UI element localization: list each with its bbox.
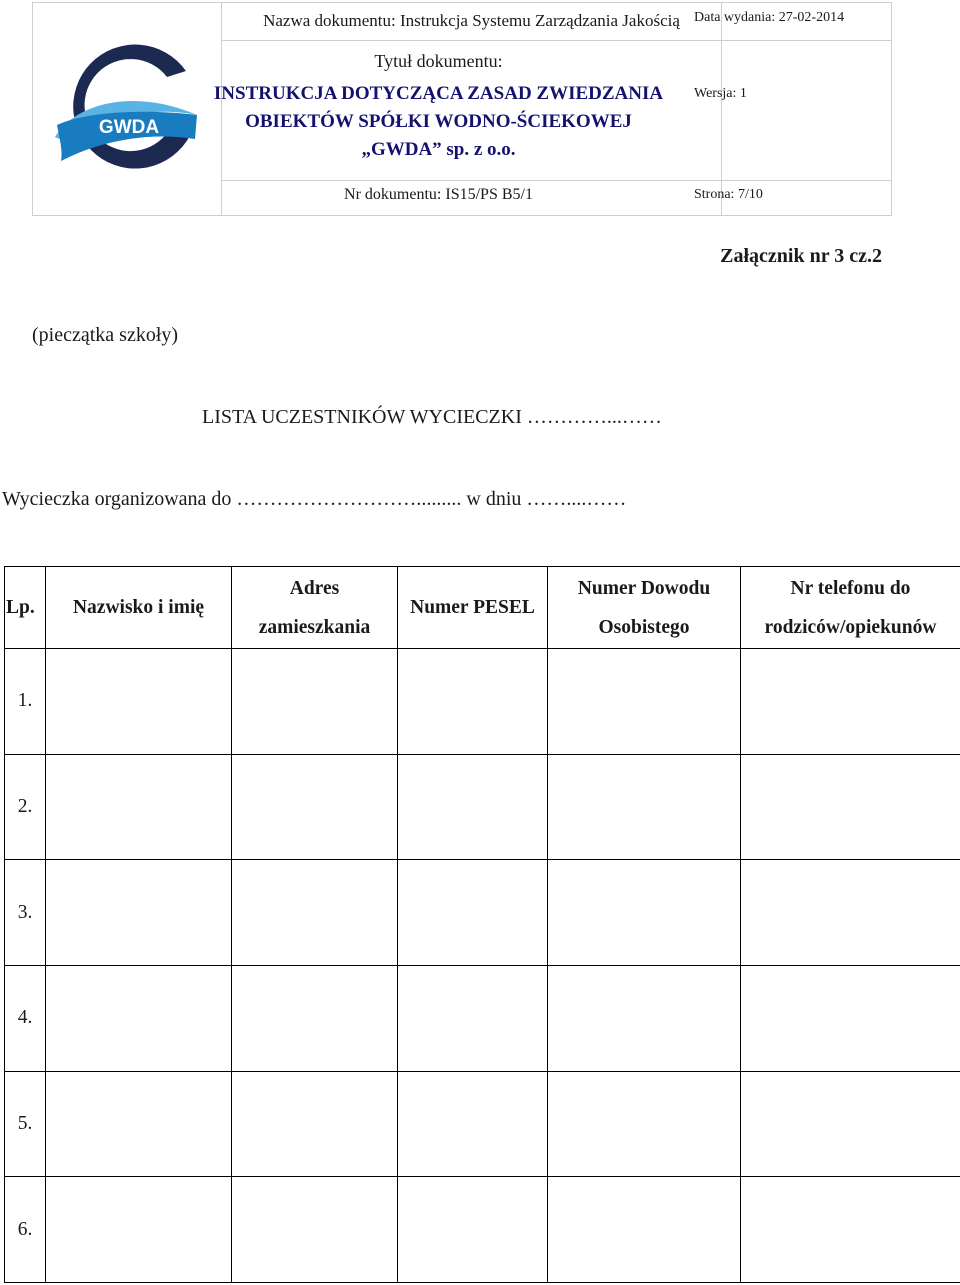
pesel-cell[interactable] (398, 649, 548, 755)
title-line-1: INSTRUKCJA DOTYCZĄCA ZASAD ZWIEDZANIA (213, 83, 664, 104)
table-row (5, 860, 960, 966)
pesel-cell[interactable] (398, 1071, 548, 1177)
row-number: 6. (5, 1177, 46, 1283)
row-number: 3. (5, 860, 46, 966)
header-phone (741, 567, 960, 649)
id-card-cell[interactable] (548, 1177, 741, 1283)
id-card-cell[interactable] (548, 649, 741, 755)
table-row (5, 1177, 960, 1283)
header-id-card (548, 567, 741, 649)
phone-cell[interactable] (741, 649, 960, 755)
pesel-cell[interactable] (398, 860, 548, 966)
phone-cell[interactable] (741, 965, 960, 1071)
id-card-cell[interactable] (548, 860, 741, 966)
phone-cell[interactable] (741, 1177, 960, 1283)
name-cell[interactable] (46, 1177, 232, 1283)
header-lp: Lp. (5, 567, 46, 649)
row-number: 4. (5, 965, 46, 1071)
name-cell[interactable] (46, 860, 232, 966)
phone-cell[interactable] (741, 754, 960, 860)
header-id-card-line-1: Numer Dowodu (577, 577, 711, 599)
issue-date: Data wydania: 27-02-2014 (694, 10, 845, 25)
version: Wersja: 1 (694, 86, 747, 101)
table-row (5, 1071, 960, 1177)
address-cell[interactable] (232, 649, 398, 755)
name-cell[interactable] (46, 754, 232, 860)
school-stamp-label: (pieczątka szkoły) (32, 324, 179, 346)
row-number: 5. (5, 1071, 46, 1177)
list-title: LISTA UCZESTNIKÓW WYCIECZKI …………...…… (202, 406, 662, 428)
header-name: Nazwisko i imię (46, 567, 232, 649)
phone-cell[interactable] (741, 860, 960, 966)
table-header-row (5, 567, 960, 649)
name-cell[interactable] (46, 649, 232, 755)
row-number: 1. (5, 649, 46, 755)
document-title (189, 80, 688, 164)
pesel-cell[interactable] (398, 754, 548, 860)
name-cell[interactable] (46, 1071, 232, 1177)
address-cell[interactable] (232, 1177, 398, 1283)
pesel-cell[interactable] (398, 965, 548, 1071)
logo-text: GWDA (98, 117, 160, 138)
gwda-logo (47, 41, 207, 171)
table-row (5, 754, 960, 860)
name-cell[interactable] (46, 965, 232, 1071)
address-cell[interactable] (232, 860, 398, 966)
header-phone-line-2: rodziców/opiekunów (764, 616, 937, 638)
header-address-line-1: Adres (289, 577, 340, 599)
participants-table (4, 566, 960, 1283)
id-card-cell[interactable] (548, 1071, 741, 1177)
header-address (232, 567, 398, 649)
row-number: 2. (5, 754, 46, 860)
address-cell[interactable] (232, 1071, 398, 1177)
id-card-cell[interactable] (548, 754, 741, 860)
title-label: Tytuł dokumentu: (374, 51, 503, 71)
phone-cell[interactable] (741, 1071, 960, 1177)
document-number: Nr dokumentu: IS15/PS B5/1 (344, 186, 533, 203)
page-number: Strona: 7/10 (694, 187, 763, 202)
title-line-2: OBIEKTÓW SPÓŁKI WODNO-ŚCIEKOWEJ (245, 111, 632, 132)
table-row (5, 965, 960, 1071)
id-card-cell[interactable] (548, 965, 741, 1071)
annex-label: Załącznik nr 3 cz.2 (720, 245, 882, 267)
pesel-cell[interactable] (398, 1177, 548, 1283)
header-id-card-line-2: Osobistego (598, 616, 690, 638)
title-line-3: „GWDA” sp. z o.o. (361, 139, 516, 160)
document-name: Nazwa dokumentu: Instrukcja Systemu Zarządzania Jakością (263, 11, 680, 30)
header-phone-line-1: Nr telefonu do (790, 577, 911, 599)
header-address-line-2: zamieszkania (258, 616, 371, 638)
address-cell[interactable] (232, 754, 398, 860)
trip-info-line: Wycieczka organizowana do ………………………......... w dniu ……....…… (2, 488, 627, 510)
table-row (5, 649, 960, 755)
header-pesel: Numer PESEL (398, 567, 548, 649)
address-cell[interactable] (232, 965, 398, 1071)
